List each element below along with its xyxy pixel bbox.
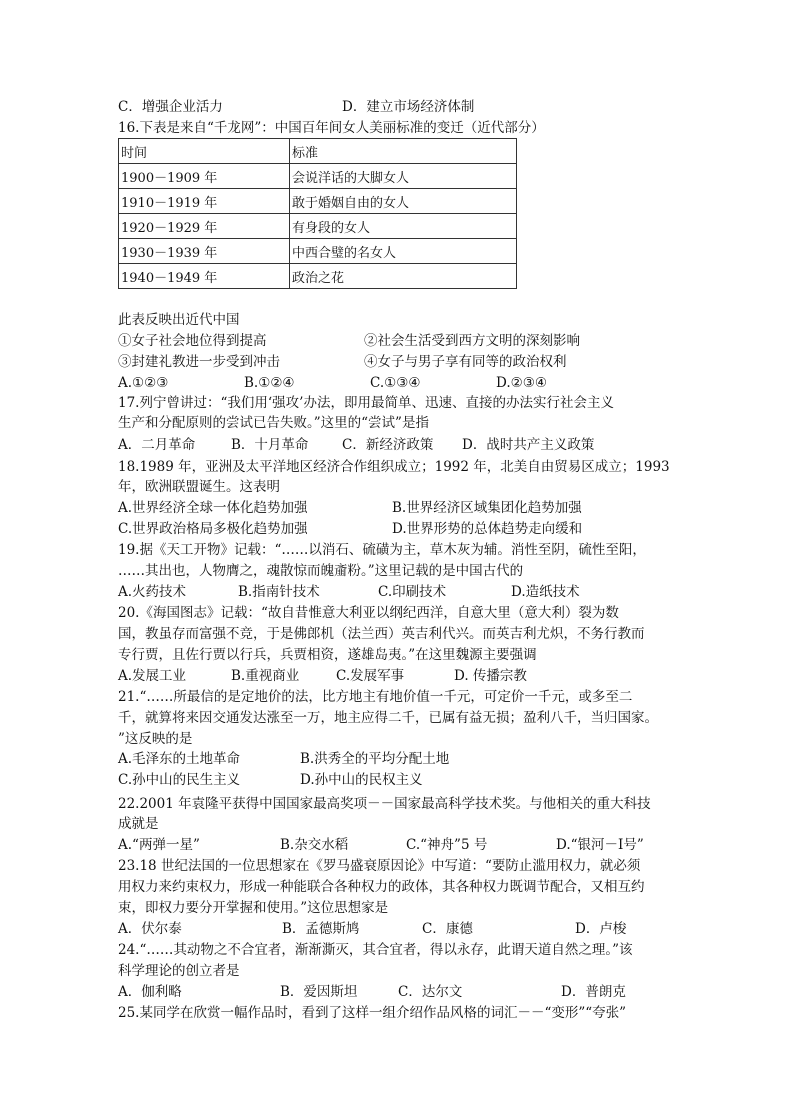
table-row bbox=[119, 264, 517, 289]
q20-option-a: A.发展工业 bbox=[118, 668, 187, 684]
q22-stem-line2: 成就是 bbox=[118, 816, 159, 832]
q19-stem-line1: 19.据《天工开物》记载：“……以消石、硫磺为主，草木灰为辅。消性至阴，硫性至阳， bbox=[118, 542, 646, 558]
q17-option-c: C．新经济政策 bbox=[342, 437, 434, 453]
q20-option-c: C.发展军事 bbox=[336, 668, 405, 684]
q22-option-b: B.杂交水稻 bbox=[280, 837, 349, 853]
q17-option-b: B．十月革命 bbox=[231, 437, 309, 453]
q21-stem-line3: ”这反映的是 bbox=[118, 731, 193, 747]
q18-stem-line1: 18.1989 年，亚洲及太平洋地区经济合作组织成立；1992 年，北美自由贸易区成立；1993 bbox=[118, 459, 670, 475]
q24-option-d: D．普朗克 bbox=[561, 984, 626, 1000]
q16-followup: 此表反映出近代中国 bbox=[118, 312, 240, 328]
table-cell-time: 1900－1909 年 bbox=[119, 164, 290, 189]
table-header-row bbox=[119, 139, 517, 164]
q15-option-d: D．建立市场经济体制 bbox=[342, 99, 475, 115]
q21-stem-line2: 千，就算将来因交通发达涨至一万，地主应得二千，已属有益无损；盈利八千，当归国家。 bbox=[118, 710, 658, 726]
q19-option-d: D.造纸技术 bbox=[511, 584, 580, 600]
q17-option-a: A．二月革命 bbox=[118, 437, 196, 453]
q20-option-d: D. 传播宗教 bbox=[454, 668, 527, 684]
table-cell-standard: 中西合璧的名女人 bbox=[290, 239, 517, 264]
q21-option-b: B.洪秀全的平均分配土地 bbox=[300, 751, 450, 767]
q22-stem-line1: 22.2001 年袁隆平获得中国国家最高奖项－－国家最高科学技术奖。与他相关的重大科技 bbox=[118, 796, 651, 812]
q24-stem-line2: 科学理论的创立者是 bbox=[118, 963, 240, 979]
q16-item-1: ①女子社会地位得到提高 bbox=[118, 333, 267, 349]
q18-option-b: B.世界经济区域集团化趋势加强 bbox=[392, 500, 582, 516]
q16-option-a: A.①②③ bbox=[118, 375, 169, 391]
q16-option-d: D.②③④ bbox=[496, 375, 547, 391]
q16-item-3: ③封建礼教进一步受到冲击 bbox=[118, 354, 280, 370]
q15-option-c: C．增强企业活力 bbox=[118, 99, 223, 115]
q16-stem: 16.下表是来自“千龙网”：中国百年间女人美丽标准的变迁（近代部分） bbox=[118, 120, 545, 136]
q20-stem-line2: 国，教虽存而富强不竞，于是佛郎机（法兰西）英吉利代兴。而英吉利尤炽，不务行教而 bbox=[118, 626, 645, 642]
q21-option-a: A.毛泽东的土地革命 bbox=[118, 751, 241, 767]
q22-option-a: A.“两弹一星” bbox=[118, 837, 200, 853]
q24-option-b: B．爱因斯坦 bbox=[280, 984, 358, 1000]
table-cell-standard: 敢于婚姻自由的女人 bbox=[290, 189, 517, 214]
q18-option-c: C.世界政治格局多极化趋势加强 bbox=[118, 521, 308, 537]
q21-stem-line1: 21.“……所最信的是定地价的法，比方地主有地价值一千元，可定价一千元，或多至二 bbox=[118, 689, 633, 705]
table-row bbox=[119, 214, 517, 239]
q23-option-a: A．伏尔泰 bbox=[118, 921, 182, 937]
q24-option-a: A．伽利略 bbox=[118, 984, 182, 1000]
table-cell-standard: 政治之花 bbox=[290, 264, 517, 289]
q16-table bbox=[118, 138, 517, 289]
table-header-standard: 标准 bbox=[290, 139, 517, 164]
q24-option-c: C．达尔文 bbox=[398, 984, 463, 1000]
table-cell-time: 1930－1939 年 bbox=[119, 239, 290, 264]
q20-option-b: B.重视商业 bbox=[231, 668, 300, 684]
q21-option-d: D.孙中山的民权主义 bbox=[300, 772, 423, 788]
table-cell-time: 1920－1929 年 bbox=[119, 214, 290, 239]
q23-option-d: D．卢梭 bbox=[575, 921, 627, 937]
q17-stem-line1: 17.列宁曾讲过：“我们用‘强攻’办法，即用最简单、迅速、直接的办法实行社会主义 bbox=[118, 395, 614, 411]
table-cell-standard: 会说洋话的大脚女人 bbox=[290, 164, 517, 189]
q20-stem-line3: 专行贾，且佐行贾以行兵，兵贾相资，遂雄岛夷。”在这里魏源主要强调 bbox=[118, 647, 537, 663]
q25-stem-line1: 25.某同学在欣赏一幅作品时，看到了这样一组介绍作品风格的词汇－－“变形”“夸张” bbox=[118, 1005, 627, 1021]
q19-option-c: C.印刷技术 bbox=[378, 584, 447, 600]
q16-option-b: B.①②④ bbox=[244, 375, 295, 391]
q19-option-a: A.火药技术 bbox=[118, 584, 187, 600]
q23-option-b: B．孟德斯鸠 bbox=[282, 921, 360, 937]
q18-option-d: D.世界形势的总体趋势走向缓和 bbox=[392, 521, 583, 537]
q18-option-a: A.世界经济全球一体化趋势加强 bbox=[118, 500, 308, 516]
q17-option-d: D．战时共产主义政策 bbox=[462, 437, 595, 453]
q16-item-2: ②社会生活受到西方文明的深刻影响 bbox=[364, 333, 580, 349]
q23-stem-line2: 用权力来约束权力，形成一种能联合各种权力的政体，其各种权力既调节配合，又相互约 bbox=[118, 879, 645, 895]
table-cell-time: 1910－1919 年 bbox=[119, 189, 290, 214]
q22-option-c: C.“神舟”5 号 bbox=[406, 837, 488, 853]
q19-option-b: B.指南针技术 bbox=[238, 584, 320, 600]
table-cell-standard: 有身段的女人 bbox=[290, 214, 517, 239]
q18-stem-line2: 年，欧洲联盟诞生。这表明 bbox=[118, 479, 280, 495]
q20-stem-line1: 20.《海国图志》记载：“故自昔惟意大利亚以纲纪西洋，自意大里（意大利）裂为数 bbox=[118, 605, 619, 621]
table-header-time: 时间 bbox=[119, 139, 290, 164]
q19-stem-line2: ……其出也，人物膺之，魂散惊而魄齑粉。”这里记载的是中国古代的 bbox=[118, 563, 524, 579]
q16-item-4: ④女子与男子享有同等的政治权利 bbox=[364, 354, 567, 370]
table-row bbox=[119, 239, 517, 264]
q17-stem-line2: 生产和分配原则的尝试已告失败。”这里的“尝试”是指 bbox=[118, 415, 429, 431]
table-row bbox=[119, 164, 517, 189]
q23-stem-line1: 23.18 世纪法国的一位思想家在《罗马盛衰原因论》中写道：“要防止滥用权力，就必须 bbox=[118, 858, 641, 874]
table-row bbox=[119, 189, 517, 214]
table-cell-time: 1940－1949 年 bbox=[119, 264, 290, 289]
q23-stem-line3: 束，即权力要分开掌握和使用。”这位思想家是 bbox=[118, 900, 389, 916]
q22-option-d: D.“银河－Ⅰ号” bbox=[556, 837, 644, 853]
q23-option-c: C．康德 bbox=[422, 921, 473, 937]
q16-option-c: C.①③④ bbox=[370, 375, 421, 391]
q21-option-c: C.孙中山的民生主义 bbox=[118, 772, 241, 788]
q24-stem-line1: 24.“……其动物之不合宜者，渐渐澌灭，其合宜者，得以永存，此谓天道自然之理。”该 bbox=[118, 942, 633, 958]
